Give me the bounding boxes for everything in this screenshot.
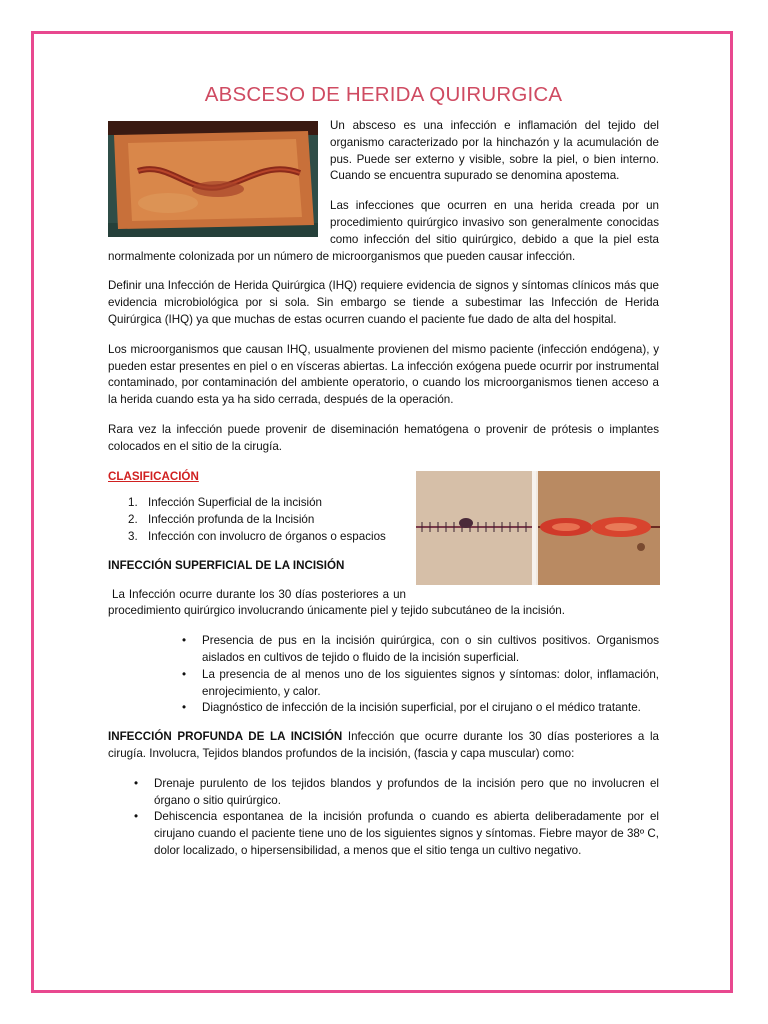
bullet-icon: • <box>134 776 139 790</box>
deep-paragraph <box>108 729 659 763</box>
classification-heading: CLASIFICACIÓN <box>108 469 199 483</box>
list-item <box>182 633 659 667</box>
paragraph-surgical-site: Las infecciones que ocurren en una herida creada por un procedimiento quirúrgico invasivo son generalmente conocidas como infección del sitio quirúrgico, debido a que la piel esta normalmente colonizada por un número de microorganismos que pueden causar infección. <box>108 199 659 263</box>
list-text: Infección profunda de la Incisión <box>148 513 315 527</box>
list-item <box>182 667 659 701</box>
list-item <box>134 776 659 810</box>
paragraph-hematogenous: Rara vez la infección puede provenir de diseminación hematógena o provenir de prótesis o implantes colocados en el sitio de la cirugía. <box>108 422 659 453</box>
list-number: 1. <box>128 496 138 510</box>
list-text: Infección con involucro de órganos o espacios <box>148 529 386 543</box>
list-item <box>134 809 659 859</box>
paragraph-microorganisms: Los microorganismos que causan IHQ, usualmente provienen del mismo paciente (infección endógena), y pueden estar presentes en piel o en vísceras abiertas. La infección exógena puede ocurrir por instrumental contaminado, por contaminación del ambiente operatorio, o cuando los microorganismos tienen acceso a la herida cuando esta ya ha sido cerrada, después de la operación. <box>108 342 659 407</box>
list-item <box>182 700 659 717</box>
page-title: ABSCESO DE HERIDA QUIRURGICA <box>204 83 563 106</box>
paragraph-ihq: Definir una Infección de Herida Quirúrgica (IHQ) requiere evidencia de signos y síntomas clínicos más que evidencia microbiológica por si sola. Sin embargo se tiende a subestimar las Infección de Herida Quirúrgica (IHQ) ya que muchas de estas ocurren cuando el paciente fue dado de alta del hospital. <box>108 279 659 326</box>
list-text: Drenaje purulento de los tejidos blandos y profundos de la incisión pero que no involucren el órgano o sitio quirúrgico. <box>154 776 659 807</box>
wound-photo <box>108 121 318 237</box>
bullet-icon: • <box>182 701 187 715</box>
incision-comparison-drawing <box>416 471 660 585</box>
superficial-intro: La Infección ocurre durante los 30 días posteriores a un procedimiento quirúrgico involucrando únicamente piel y tejido subcutáneo de la incisión. <box>108 587 565 618</box>
bullet-icon: • <box>134 810 139 824</box>
paragraph-definition: Un absceso es una infección e inflamación del tejido del organismo caracterizado por la hinchazón y la acumulación de pus. Puede ser externo y visible, sobre la piel, o bien interno. Cuando se encuentra supurado se denomina apostema. <box>330 119 659 183</box>
list-text: La presencia de al menos uno de los siguientes signos y síntomas: dolor, inflamación, enrojecimiento, y calor. <box>202 667 659 698</box>
list-text: Diagnóstico de infección de la incisión superficial, por el cirujano o el médico tratante. <box>202 701 641 715</box>
list-text: Dehiscencia espontanea de la incisión profunda o cuando es abierta deliberadamente por el cirujano cuando el paciente tiene uno de los siguientes signos y síntomas. Fiebre mayor de 38º C, dolor localizado, o hipersensibilidad, a menos que el sitio tenga un cultivo negativo. <box>154 810 659 857</box>
deep-bullets <box>134 776 659 860</box>
list-number: 2. <box>128 513 138 527</box>
document-content <box>108 82 659 872</box>
deep-heading: INFECCIÓN PROFUNDA DE LA INCISIÓN <box>108 730 343 744</box>
deep-intro: Infección que ocurre durante los 30 días posteriores a la cirugía. Involucra, Tejidos blandos profundos de la incisión, (fascia y capa muscular) como: <box>108 730 660 760</box>
incision-comparison-photo <box>416 471 660 585</box>
wound-photo-drawing <box>108 121 318 237</box>
superficial-heading: INFECCIÓN SUPERFICIAL DE LA INCISIÓN <box>108 558 345 572</box>
superficial-bullets <box>182 633 659 717</box>
list-text: Infección Superficial de la incisión <box>148 496 323 510</box>
bullet-icon: • <box>182 634 187 648</box>
list-number: 3. <box>128 529 138 543</box>
bullet-icon: • <box>182 667 187 681</box>
list-text: Presencia de pus en la incisión quirúrgica, con o sin cultivos positivos. Organismos aislados en cultivos de tejido o fluido de la incisión superficial. <box>202 634 659 664</box>
